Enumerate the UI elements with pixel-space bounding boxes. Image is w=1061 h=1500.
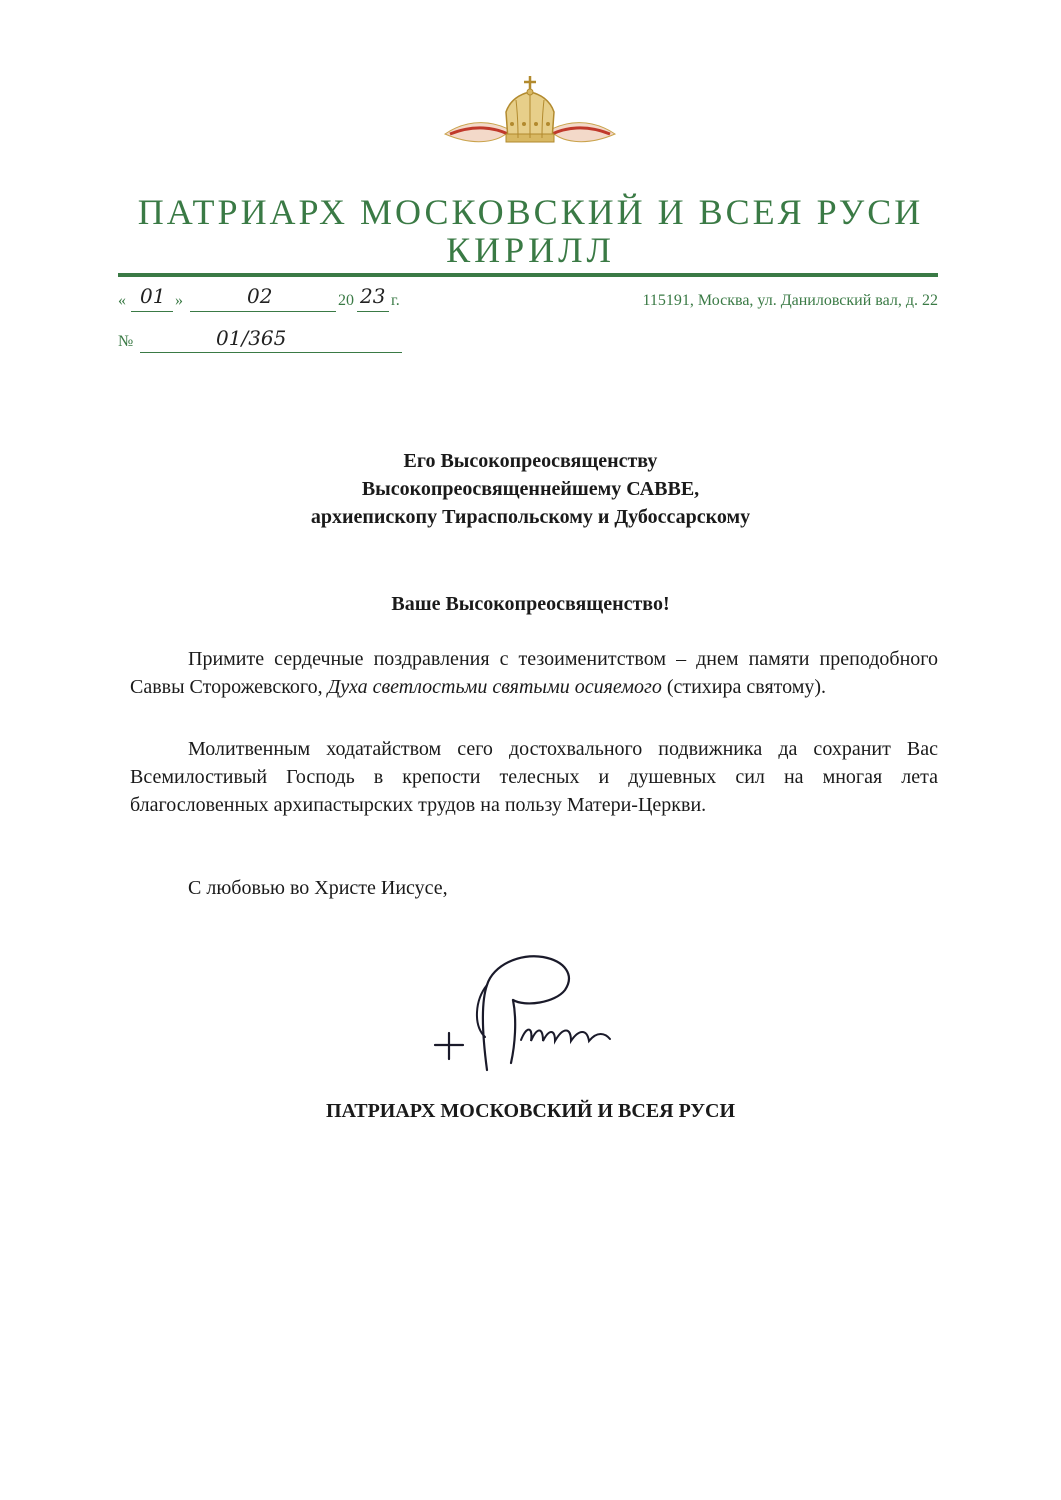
- paragraph-1-text: Примите сердечные поздравления с тезоименитством – днем памяти преподобного Саввы Сторожевского,: [130, 648, 938, 698]
- addressee-line: Его Высокопреосвященству: [403, 450, 658, 472]
- handwritten-signature: [425, 945, 635, 1080]
- date-quote-close: »: [175, 292, 183, 309]
- date-quote-open: «: [118, 292, 126, 309]
- number-underline: [140, 352, 402, 353]
- paragraph-1-quote: Духа светлостьми святыми осияемого: [327, 676, 662, 698]
- addressee-line: Высокопреосвященнейшему САВВЕ,: [361, 478, 700, 500]
- letterhead-title: ПАТРИАРХ МОСКОВСКИЙ И ВСЕЯ РУСИ: [137, 192, 924, 232]
- letterhead-name: КИРИЛЛ: [446, 230, 615, 270]
- sender-address: 115191, Москва, ул. Даниловский вал, д. 22: [642, 292, 938, 309]
- day-underline: [131, 311, 173, 312]
- letterhead-rule: [118, 273, 938, 277]
- paragraph-2: Молитвенным ходатайством сего достохвального подвижника да сохранит Вас Всемилостивый Господь в крепости телесных и душевных сил на многая лета благословенных архипастырских трудов на пользу Матери-Церкви.: [130, 738, 938, 816]
- date-day: 01: [140, 284, 166, 308]
- closing-line: С любовью во Христе Иисусе,: [188, 877, 448, 899]
- date-month: 02: [247, 284, 273, 308]
- date-year-prefix: 20: [338, 292, 354, 309]
- document-number: 01/365: [216, 326, 287, 350]
- signer-title: ПАТРИАРХ МОСКОВСКИЙ И ВСЕЯ РУСИ: [326, 1100, 735, 1122]
- addressee-line: архиепископу Тираспольскому и Дубоссарскому: [310, 506, 751, 528]
- paragraph-1-source: (стихира святому).: [661, 676, 827, 698]
- paragraph-1: [130, 645, 938, 701]
- salutation: Ваше Высокопреосвященство!: [391, 593, 670, 615]
- crown-emblem-icon: [440, 72, 620, 162]
- number-label: №: [118, 333, 134, 350]
- addressee-block: [0, 447, 1061, 531]
- date-year-unit: г.: [391, 292, 400, 309]
- month-underline: [190, 311, 336, 312]
- year-underline: [357, 311, 389, 312]
- date-year-suffix: 23: [360, 284, 386, 308]
